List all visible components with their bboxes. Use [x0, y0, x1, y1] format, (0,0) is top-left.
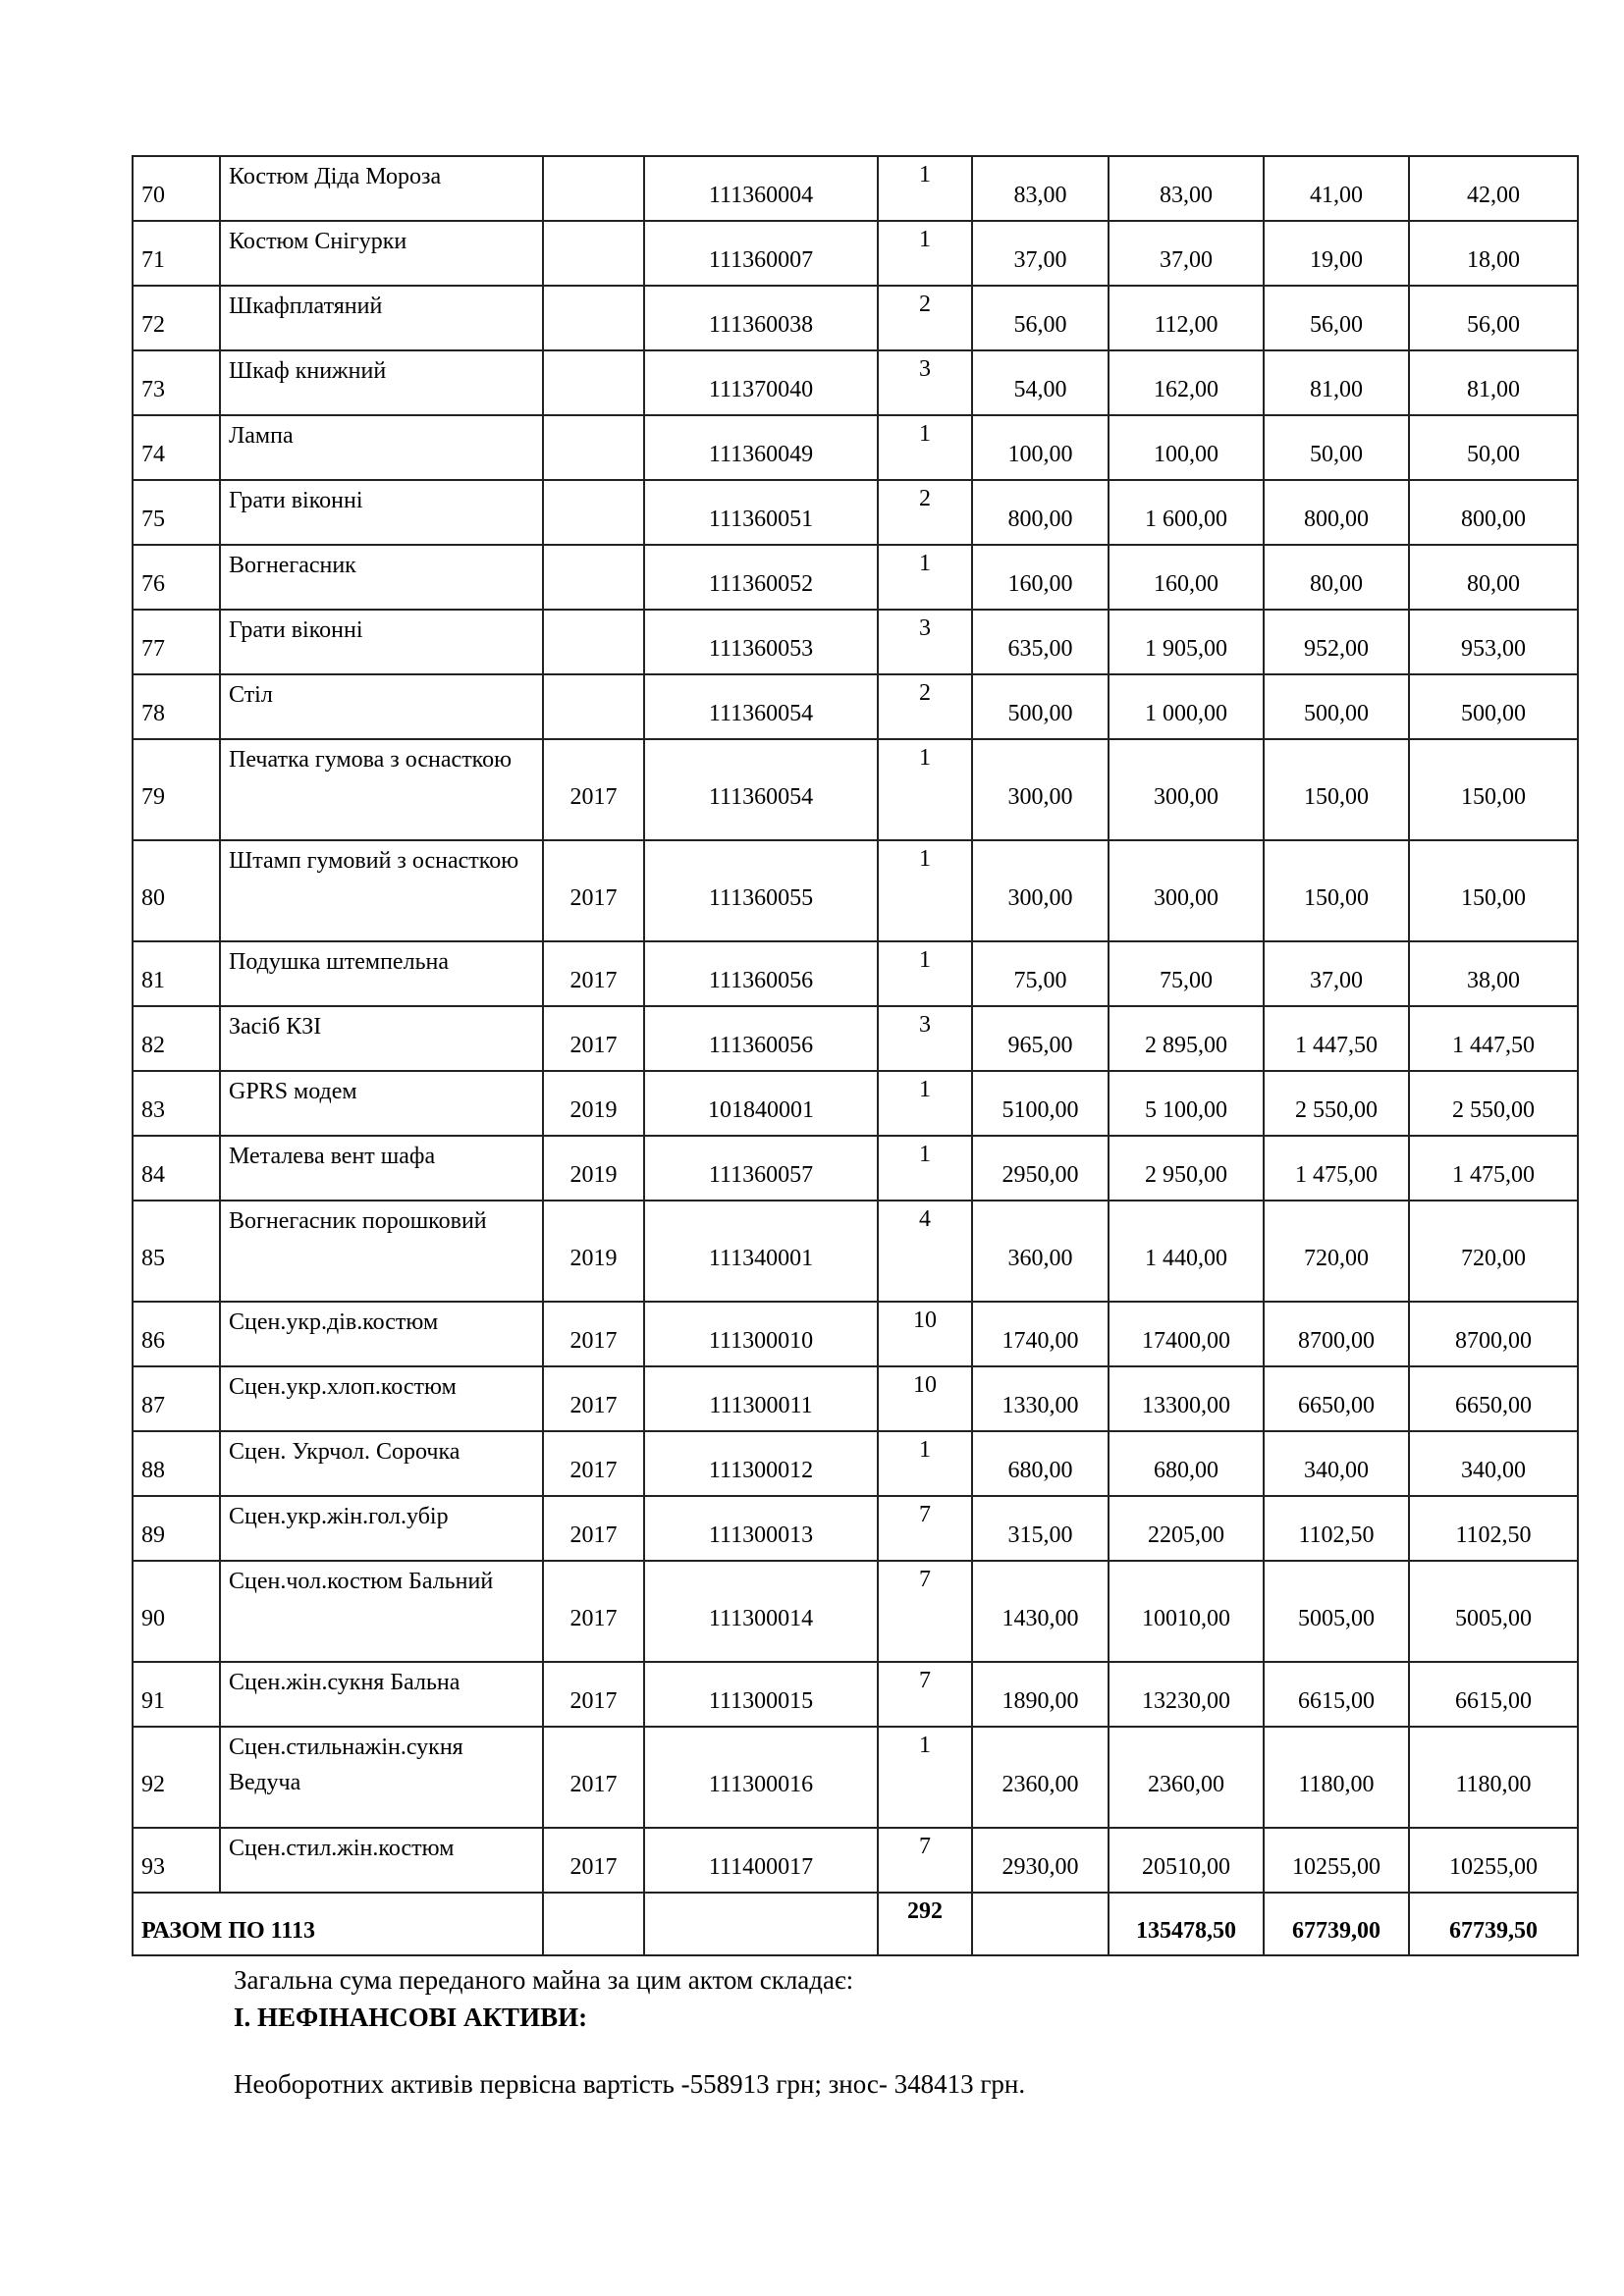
quantity-cell: 3: [878, 350, 972, 415]
quantity-cell: 1: [878, 1071, 972, 1136]
depreciation-cell: 150,00: [1264, 739, 1409, 840]
item-name-cell: Сцен.стил.жін.костюм: [220, 1828, 543, 1893]
residual-value-cell: 6615,00: [1409, 1662, 1578, 1727]
inventory-code-cell: 111300011: [644, 1366, 878, 1431]
depreciation-cell: 1 447,50: [1264, 1006, 1409, 1071]
unit-price-cell: 1330,00: [972, 1366, 1109, 1431]
quantity-cell: 10: [878, 1366, 972, 1431]
total-cost-cell: 2360,00: [1109, 1727, 1264, 1828]
item-name-cell: Стіл: [220, 674, 543, 739]
table-row: [133, 1828, 1578, 1893]
year-cell: 2017: [543, 840, 644, 941]
depreciation-cell: 8700,00: [1264, 1302, 1409, 1366]
row-number-cell: 73: [133, 350, 220, 415]
total-cost-cell: 5 100,00: [1109, 1071, 1264, 1136]
inventory-code-cell: 111360053: [644, 610, 878, 674]
item-name-cell: Вогнегасник порошковий: [220, 1201, 543, 1302]
year-cell: 2017: [543, 1006, 644, 1071]
row-number-cell: 88: [133, 1431, 220, 1496]
quantity-cell: 1: [878, 840, 972, 941]
item-name-cell: Сцен.жін.сукня Бальна: [220, 1662, 543, 1727]
quantity-cell: 1: [878, 1136, 972, 1201]
inventory-code-cell: 111360057: [644, 1136, 878, 1201]
inventory-code-cell: 111300016: [644, 1727, 878, 1828]
row-number-cell: 91: [133, 1662, 220, 1727]
quantity-cell: 1: [878, 221, 972, 286]
residual-value-cell: 953,00: [1409, 610, 1578, 674]
year-cell: 2017: [543, 1302, 644, 1366]
year-cell: 2017: [543, 1561, 644, 1662]
inventory-code-cell: 111360056: [644, 941, 878, 1006]
item-name-cell: Сцен.стильнажін.сукня Ведуча: [220, 1727, 543, 1828]
row-number-cell: 79: [133, 739, 220, 840]
unit-price-cell: 680,00: [972, 1431, 1109, 1496]
total-cost-cell: 1 600,00: [1109, 480, 1264, 545]
table-row: [133, 1662, 1578, 1727]
quantity-cell: 2: [878, 674, 972, 739]
table-row: [133, 840, 1578, 941]
total-cost-cell: 13300,00: [1109, 1366, 1264, 1431]
residual-value-cell: 150,00: [1409, 739, 1578, 840]
table-row: [133, 545, 1578, 610]
row-number-cell: 86: [133, 1302, 220, 1366]
total-cost-cell: 300,00: [1109, 840, 1264, 941]
table-row: [133, 1201, 1578, 1302]
depreciation-cell: 80,00: [1264, 545, 1409, 610]
depreciation-cell: 1102,50: [1264, 1496, 1409, 1561]
depreciation-cell: 1180,00: [1264, 1727, 1409, 1828]
residual-value-cell: 5005,00: [1409, 1561, 1578, 1662]
row-number-cell: 76: [133, 545, 220, 610]
item-name-cell: Костюм Діда Мороза: [220, 156, 543, 221]
total-cost-cell: 162,00: [1109, 350, 1264, 415]
total-cost-cell: 300,00: [1109, 739, 1264, 840]
year-cell: 2017: [543, 739, 644, 840]
row-number-cell: 78: [133, 674, 220, 739]
year-cell: [543, 480, 644, 545]
table-row: [133, 221, 1578, 286]
inventory-code-cell: 111360051: [644, 480, 878, 545]
unit-price-cell: 100,00: [972, 415, 1109, 480]
inventory-code-cell: 111400017: [644, 1828, 878, 1893]
item-name-cell: GPRS модем: [220, 1071, 543, 1136]
unit-price-cell: 965,00: [972, 1006, 1109, 1071]
depreciation-cell: 50,00: [1264, 415, 1409, 480]
assets-table: [132, 155, 1579, 1956]
item-name-cell: Сцен.чол.костюм Бальний: [220, 1561, 543, 1662]
table-row: [133, 1071, 1578, 1136]
inventory-code-cell: 111300013: [644, 1496, 878, 1561]
summary-text: Загальна сума переданого майна за цим актом складає:: [234, 1965, 854, 1995]
table-row: [133, 1431, 1578, 1496]
residual-value-cell: 8700,00: [1409, 1302, 1578, 1366]
total-sum: 135478,50: [1109, 1893, 1264, 1955]
unit-price-cell: 83,00: [972, 156, 1109, 221]
quantity-cell: 2: [878, 286, 972, 350]
unit-price-cell: 5100,00: [972, 1071, 1109, 1136]
depreciation-cell: 56,00: [1264, 286, 1409, 350]
year-cell: 2017: [543, 1662, 644, 1727]
total-cost-cell: 1 905,00: [1109, 610, 1264, 674]
residual-value-cell: 150,00: [1409, 840, 1578, 941]
row-number-cell: 71: [133, 221, 220, 286]
residual-value-cell: 6650,00: [1409, 1366, 1578, 1431]
table-row: [133, 1302, 1578, 1366]
item-name-cell: Шкаф книжний: [220, 350, 543, 415]
item-name-cell: Засіб КЗІ: [220, 1006, 543, 1071]
total-cost-cell: 2205,00: [1109, 1496, 1264, 1561]
total-cost-cell: 112,00: [1109, 286, 1264, 350]
residual-value-cell: 18,00: [1409, 221, 1578, 286]
unit-price-cell: 800,00: [972, 480, 1109, 545]
quantity-cell: 1: [878, 1727, 972, 1828]
inventory-code-cell: 111360038: [644, 286, 878, 350]
item-name-cell: Подушка штемпельна: [220, 941, 543, 1006]
quantity-cell: 4: [878, 1201, 972, 1302]
residual-value-cell: 80,00: [1409, 545, 1578, 610]
residual-value-cell: 1102,50: [1409, 1496, 1578, 1561]
quantity-cell: 3: [878, 610, 972, 674]
total-cost-cell: 680,00: [1109, 1431, 1264, 1496]
unit-price-cell: 2360,00: [972, 1727, 1109, 1828]
depreciation-cell: 6615,00: [1264, 1662, 1409, 1727]
row-number-cell: 89: [133, 1496, 220, 1561]
inventory-code-cell: 111360056: [644, 1006, 878, 1071]
inventory-code-cell: 111300010: [644, 1302, 878, 1366]
residual-value-cell: 38,00: [1409, 941, 1578, 1006]
total-cost-cell: 2 895,00: [1109, 1006, 1264, 1071]
total-cost-cell: 20510,00: [1109, 1828, 1264, 1893]
depreciation-cell: 5005,00: [1264, 1561, 1409, 1662]
depreciation-cell: 720,00: [1264, 1201, 1409, 1302]
residual-value-cell: 1180,00: [1409, 1727, 1578, 1828]
row-number-cell: 90: [133, 1561, 220, 1662]
row-number-cell: 85: [133, 1201, 220, 1302]
table-row: [133, 674, 1578, 739]
row-number-cell: 70: [133, 156, 220, 221]
depreciation-cell: 37,00: [1264, 941, 1409, 1006]
row-number-cell: 87: [133, 1366, 220, 1431]
residual-value-cell: 1 447,50: [1409, 1006, 1578, 1071]
total-label: РАЗОМ ПО 1113: [133, 1893, 543, 1955]
unit-price-cell: 300,00: [972, 840, 1109, 941]
total-rest: 67739,50: [1409, 1893, 1578, 1955]
year-cell: [543, 610, 644, 674]
depreciation-cell: 81,00: [1264, 350, 1409, 415]
unit-price-cell: 2930,00: [972, 1828, 1109, 1893]
row-number-cell: 92: [133, 1727, 220, 1828]
unit-price-cell: 1740,00: [972, 1302, 1109, 1366]
item-name-cell: Сцен. Укрчол. Сорочка: [220, 1431, 543, 1496]
inventory-code-cell: 111300012: [644, 1431, 878, 1496]
depreciation-cell: 2 550,00: [1264, 1071, 1409, 1136]
inventory-code-cell: 111360049: [644, 415, 878, 480]
unit-price-cell: 300,00: [972, 739, 1109, 840]
year-cell: 2017: [543, 1727, 644, 1828]
item-name-cell: Печатка гумова з оснасткою: [220, 739, 543, 840]
year-cell: 2017: [543, 1431, 644, 1496]
year-cell: [543, 156, 644, 221]
total-cost-cell: 2 950,00: [1109, 1136, 1264, 1201]
total-row: [133, 1893, 1578, 1955]
total-qty: 292: [878, 1893, 972, 1955]
table-row: [133, 941, 1578, 1006]
residual-value-cell: 50,00: [1409, 415, 1578, 480]
quantity-cell: 2: [878, 480, 972, 545]
table-row: [133, 1727, 1578, 1828]
table-row: [133, 350, 1578, 415]
quantity-cell: 1: [878, 545, 972, 610]
total-wear: 67739,00: [1264, 1893, 1409, 1955]
total-cost-cell: 1 440,00: [1109, 1201, 1264, 1302]
inventory-code-cell: 111370040: [644, 350, 878, 415]
depreciation-cell: 41,00: [1264, 156, 1409, 221]
residual-value-cell: 10255,00: [1409, 1828, 1578, 1893]
quantity-cell: 7: [878, 1496, 972, 1561]
unit-price-cell: 54,00: [972, 350, 1109, 415]
row-number-cell: 83: [133, 1071, 220, 1136]
quantity-cell: 1: [878, 1431, 972, 1496]
row-number-cell: 84: [133, 1136, 220, 1201]
unit-price-cell: 75,00: [972, 941, 1109, 1006]
item-name-cell: Вогнегасник: [220, 545, 543, 610]
table-row: [133, 415, 1578, 480]
unit-price-cell: 1430,00: [972, 1561, 1109, 1662]
residual-value-cell: 81,00: [1409, 350, 1578, 415]
item-name-cell: Металева вент шафа: [220, 1136, 543, 1201]
year-cell: [543, 545, 644, 610]
quantity-cell: 1: [878, 156, 972, 221]
total-cost-cell: 37,00: [1109, 221, 1264, 286]
residual-value-cell: 56,00: [1409, 286, 1578, 350]
table-row: [133, 739, 1578, 840]
row-number-cell: 93: [133, 1828, 220, 1893]
inventory-code-cell: 111360004: [644, 156, 878, 221]
table-row: [133, 1561, 1578, 1662]
row-number-cell: 75: [133, 480, 220, 545]
section-heading: І. НЕФІНАНСОВІ АКТИВИ:: [234, 2002, 588, 2032]
year-cell: 2017: [543, 1366, 644, 1431]
depreciation-cell: 19,00: [1264, 221, 1409, 286]
year-cell: 2019: [543, 1136, 644, 1201]
row-number-cell: 80: [133, 840, 220, 941]
item-name-cell: Грати віконні: [220, 480, 543, 545]
quantity-cell: 3: [878, 1006, 972, 1071]
row-number-cell: 74: [133, 415, 220, 480]
depreciation-cell: 800,00: [1264, 480, 1409, 545]
quantity-cell: 1: [878, 415, 972, 480]
year-cell: [543, 350, 644, 415]
depreciation-cell: 952,00: [1264, 610, 1409, 674]
inventory-code-cell: 111360054: [644, 739, 878, 840]
item-name-cell: Сцен.укр.дів.костюм: [220, 1302, 543, 1366]
year-cell: 2019: [543, 1201, 644, 1302]
row-number-cell: 81: [133, 941, 220, 1006]
unit-price-cell: 500,00: [972, 674, 1109, 739]
fixed-assets-summary: Необоротних активів первісна вартість -558913 грн; знос- 348413 грн.: [234, 2069, 1026, 2099]
table-row: [133, 1006, 1578, 1071]
item-name-cell: Костюм Снігурки: [220, 221, 543, 286]
table-row: [133, 286, 1578, 350]
inventory-code-cell: 111360054: [644, 674, 878, 739]
quantity-cell: 7: [878, 1828, 972, 1893]
quantity-cell: 1: [878, 941, 972, 1006]
residual-value-cell: 800,00: [1409, 480, 1578, 545]
year-cell: [543, 286, 644, 350]
table-row: [133, 1136, 1578, 1201]
depreciation-cell: 500,00: [1264, 674, 1409, 739]
inventory-code-cell: 101840001: [644, 1071, 878, 1136]
total-cost-cell: 13230,00: [1109, 1662, 1264, 1727]
total-cost-cell: 10010,00: [1109, 1561, 1264, 1662]
table-row: [133, 156, 1578, 221]
depreciation-cell: 150,00: [1264, 840, 1409, 941]
item-name-cell: Сцен.укр.хлоп.костюм: [220, 1366, 543, 1431]
quantity-cell: 1: [878, 739, 972, 840]
total-cost-cell: 1 000,00: [1109, 674, 1264, 739]
unit-price-cell: 360,00: [972, 1201, 1109, 1302]
unit-price-cell: 160,00: [972, 545, 1109, 610]
item-name-cell: Сцен.укр.жін.гол.убір: [220, 1496, 543, 1561]
residual-value-cell: 500,00: [1409, 674, 1578, 739]
residual-value-cell: 2 550,00: [1409, 1071, 1578, 1136]
total-cost-cell: 17400,00: [1109, 1302, 1264, 1366]
inventory-code-cell: 111360007: [644, 221, 878, 286]
table-row: [133, 610, 1578, 674]
depreciation-cell: 1 475,00: [1264, 1136, 1409, 1201]
inventory-code-cell: 111340001: [644, 1201, 878, 1302]
table-row: [133, 1366, 1578, 1431]
quantity-cell: 7: [878, 1662, 972, 1727]
total-cost-cell: 100,00: [1109, 415, 1264, 480]
inventory-code-cell: 111300015: [644, 1662, 878, 1727]
year-cell: [543, 221, 644, 286]
depreciation-cell: 340,00: [1264, 1431, 1409, 1496]
unit-price-cell: 315,00: [972, 1496, 1109, 1561]
unit-price-cell: 635,00: [972, 610, 1109, 674]
row-number-cell: 77: [133, 610, 220, 674]
depreciation-cell: 6650,00: [1264, 1366, 1409, 1431]
residual-value-cell: 340,00: [1409, 1431, 1578, 1496]
year-cell: 2017: [543, 1828, 644, 1893]
unit-price-cell: 37,00: [972, 221, 1109, 286]
item-name-cell: Грати віконні: [220, 610, 543, 674]
row-number-cell: 72: [133, 286, 220, 350]
item-name-cell: Лампа: [220, 415, 543, 480]
inventory-code-cell: 111360052: [644, 545, 878, 610]
unit-price-cell: 2950,00: [972, 1136, 1109, 1201]
item-name-cell: Штамп гумовий з оснасткою: [220, 840, 543, 941]
quantity-cell: 7: [878, 1561, 972, 1662]
inventory-code-cell: 111360055: [644, 840, 878, 941]
total-cost-cell: 75,00: [1109, 941, 1264, 1006]
year-cell: 2017: [543, 1496, 644, 1561]
residual-value-cell: 720,00: [1409, 1201, 1578, 1302]
year-cell: 2017: [543, 941, 644, 1006]
year-cell: [543, 415, 644, 480]
year-cell: 2019: [543, 1071, 644, 1136]
inventory-code-cell: 111300014: [644, 1561, 878, 1662]
row-number-cell: 82: [133, 1006, 220, 1071]
table-row: [133, 480, 1578, 545]
residual-value-cell: 1 475,00: [1409, 1136, 1578, 1201]
quantity-cell: 10: [878, 1302, 972, 1366]
total-cost-cell: 160,00: [1109, 545, 1264, 610]
total-cost-cell: 83,00: [1109, 156, 1264, 221]
table-row: [133, 1496, 1578, 1561]
depreciation-cell: 10255,00: [1264, 1828, 1409, 1893]
year-cell: [543, 674, 644, 739]
unit-price-cell: 1890,00: [972, 1662, 1109, 1727]
residual-value-cell: 42,00: [1409, 156, 1578, 221]
item-name-cell: Шкафплатяний: [220, 286, 543, 350]
unit-price-cell: 56,00: [972, 286, 1109, 350]
